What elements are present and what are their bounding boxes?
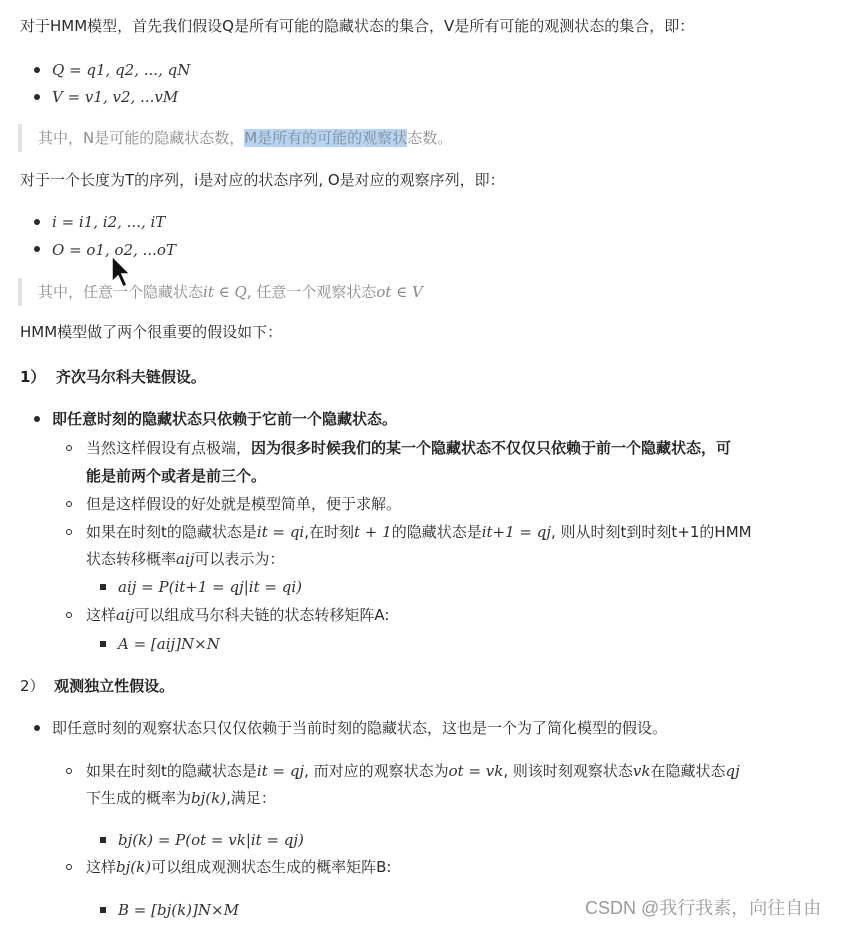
s21-m2: ot = vk: [448, 762, 504, 780]
s21-m3: vk: [632, 762, 651, 780]
matrix-b-formula: B = [bj(k)]N×M: [118, 901, 239, 919]
matrix-a-formula: A = [aij]N×N: [118, 635, 220, 653]
transition-formula: aij = P(it+1 = qj|it = qi): [118, 578, 302, 596]
section2-number: 2）: [20, 677, 45, 695]
section1-title: 齐次马尔科夫链假设。: [55, 368, 206, 386]
s4-t1: 这样: [86, 606, 117, 624]
quote-suffix: 态数。: [407, 129, 453, 147]
s4-t2: 可以组成马尔科夫链的状态转移矩阵A:: [134, 606, 390, 624]
highlighted-text: M是所有的可能的观察状: [244, 129, 408, 147]
section2-bullet: 即任意时刻的观察状态只仅仅依赖于当前时刻的隐藏状态，这也是一个为了简化模型的假设。: [52, 719, 668, 737]
s3-m4: aij: [176, 550, 195, 568]
bullet-circle: [66, 501, 72, 507]
s3-t1: 如果在时刻t的隐藏状态是: [86, 523, 257, 541]
seq-def-i: i = i1, i2, ..., iT: [52, 213, 166, 231]
s21-t1: 如果在时刻t的隐藏状态是: [86, 762, 257, 780]
s3-m3: it+1 = qj: [481, 523, 552, 541]
s21-t3: , 则该时刻观察状态: [503, 762, 633, 780]
section1-sub4: [86, 605, 389, 625]
bullet-square: [100, 837, 106, 843]
s22-m1: bj(k): [116, 858, 152, 876]
s3-t3: 的隐藏状态是: [391, 523, 482, 541]
section2-title: 观测独立性假设。: [54, 677, 175, 695]
section1-heading: [20, 367, 206, 387]
sub1-bold-1: 因为很多时候我们的某一个隐藏状态不仅仅只依赖于前一个隐藏状态，可: [251, 439, 732, 457]
sequence-intro: 对于一个长度为T的序列，i是对应的状态序列, O是对应的观察序列，即：: [20, 171, 505, 189]
quote-state-membership: [38, 282, 423, 302]
section2-heading: [20, 676, 174, 696]
section2-sub1-line1: [86, 761, 740, 781]
s3-t4: , 则从时刻t到时刻t+1的HMM: [551, 523, 752, 541]
s21-t2: , 而对应的观察状态为: [304, 762, 449, 780]
section1-bullet: 即任意时刻的隐藏状态只依赖于它前一个隐藏状态。: [52, 410, 398, 428]
s3-m1: it = qi: [256, 523, 305, 541]
quote2-math-2: ot ∈ V: [376, 283, 423, 301]
s21-m4: qj: [725, 762, 740, 780]
s21-m5: bj(k): [191, 789, 227, 807]
bullet-disc: [34, 725, 40, 731]
bullet-circle: [66, 445, 72, 451]
s22-t1: 这样: [86, 858, 117, 876]
s21-t6: ,满足：: [226, 789, 276, 807]
bullet-square: [100, 907, 106, 913]
csdn-watermark: CSDN @我行我素，向往自由: [585, 898, 822, 918]
section1-sub2: 但是这样假设的好处就是模型简单，便于求解。: [86, 495, 402, 513]
s21-t5: 下生成的概率为: [86, 789, 192, 807]
bullet-circle: [66, 612, 72, 618]
seq-def-o: O = o1, o2, ...oT: [52, 241, 176, 259]
s3-t2: ,在时刻: [304, 523, 355, 541]
bullet-disc: [34, 67, 40, 73]
bullet-disc: [34, 416, 40, 422]
s3-t6: 可以表示为：: [194, 550, 285, 568]
bullet-disc: [34, 246, 40, 252]
emission-formula: bj(k) = P(ot = vk|it = qj): [118, 831, 304, 849]
bullet-disc: [34, 219, 40, 225]
set-def-v: V = v1, v2, ...vM: [52, 88, 179, 106]
section1-sub1-line2: 能是前两个或者是前三个。: [86, 467, 267, 485]
intro-paragraph: 对于HMM模型，首先我们假设Q是所有可能的隐藏状态的集合，V是所有可能的观测状态的集合，即：: [20, 17, 695, 35]
quote-bar: [18, 278, 22, 306]
bullet-disc: [34, 94, 40, 100]
section1-sub1-line1: [86, 438, 731, 458]
s3-t5: 状态转移概率: [86, 550, 177, 568]
quote2-text-2: , 任意一个观察状态: [246, 283, 377, 301]
section2-sub2: [86, 857, 391, 877]
s3-m2: t + 1: [354, 523, 392, 541]
section1-number: 1）: [20, 368, 46, 386]
quote2-text-1: 其中，任意一个隐藏状态: [38, 283, 204, 301]
s21-m1: it = qj: [256, 762, 305, 780]
quote-hidden-count: [38, 128, 452, 148]
bullet-square: [100, 584, 106, 590]
quote2-math-1: it ∈ Q: [203, 283, 247, 301]
sub1-plain: 当然这样假设有点极端，: [86, 439, 252, 457]
quote-bar: [18, 124, 22, 152]
bullet-circle: [66, 768, 72, 774]
set-def-q: Q = q1, q2, ..., qN: [52, 61, 191, 79]
section1-sub3-line2: [86, 549, 284, 569]
bullet-circle: [66, 864, 72, 870]
quote-prefix: 其中，N是可能的隐藏状态数，: [38, 129, 245, 147]
bullet-circle: [66, 529, 72, 535]
bullet-square: [100, 641, 106, 647]
s21-t4: 在隐藏状态: [650, 762, 726, 780]
s4-m1: aij: [116, 606, 135, 624]
section1-sub3-line1: [86, 522, 752, 542]
assumption-intro: HMM模型做了两个很重要的假设如下：: [20, 323, 283, 341]
s22-t2: 可以组成观测状态生成的概率矩阵B:: [151, 858, 392, 876]
section2-sub1-line2: [86, 788, 276, 808]
